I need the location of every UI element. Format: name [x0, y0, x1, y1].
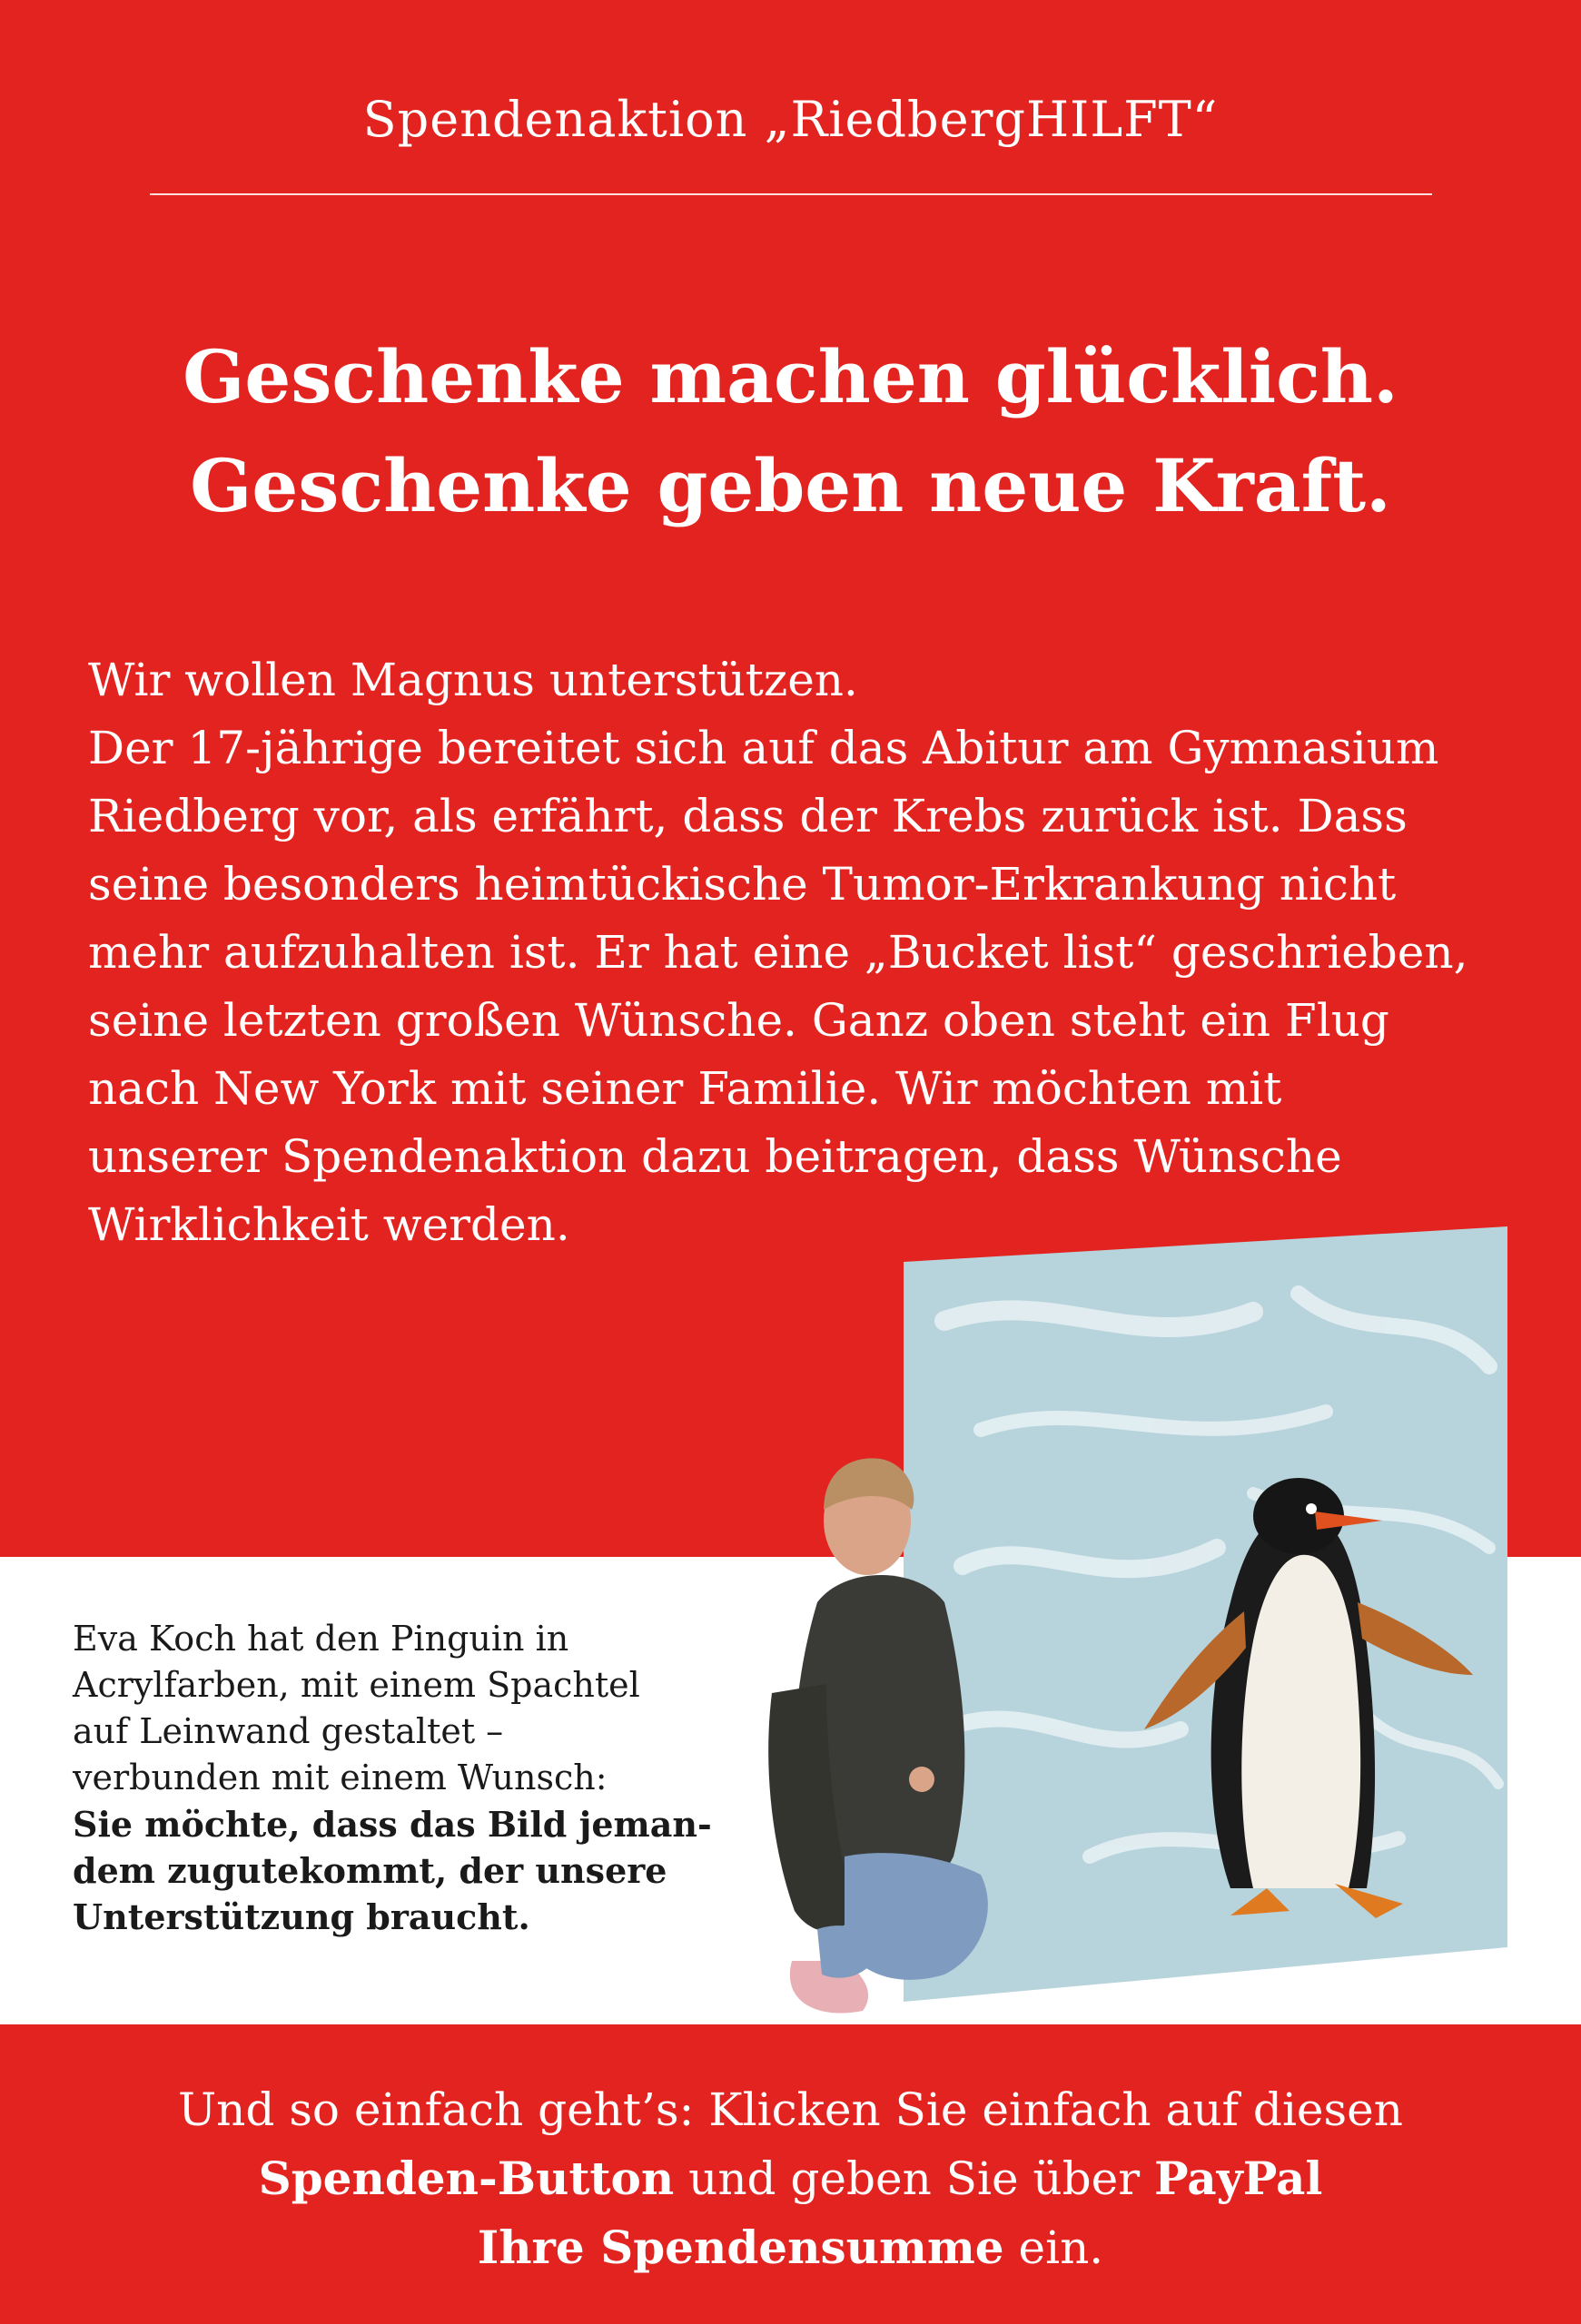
call-to-action [0, 2075, 1581, 2282]
cta-text: und geben Sie über [674, 2152, 1155, 2205]
body-line: Der 17-jährige bereitet sich auf das Abitur am Gymnasium [88, 722, 1439, 774]
caption-line: auf Leinwand gestaltet – [73, 1711, 504, 1751]
cta-line-3 [0, 2213, 1581, 2282]
caption-line: Acrylfarben, mit einem Spachtel [73, 1665, 640, 1705]
cta-text: ein. [1003, 2221, 1104, 2274]
caption-line: verbunden mit einem Wunsch: [73, 1758, 608, 1797]
headline [0, 322, 1581, 540]
caption-bold-line: Unterstützung braucht. [73, 1896, 530, 1937]
cta-line-1: Und so einfach geht’s: Klicken Sie einfach auf diesen [178, 2083, 1403, 2136]
caption-bold-line: dem zugutekommt, der unsere [73, 1850, 667, 1891]
paypal-text: PayPal [1154, 2152, 1323, 2205]
headline-line-2: Geschenke geben neue Kraft. [190, 443, 1391, 528]
penguin-painting-photo [708, 1221, 1526, 2038]
body-line: nach New York mit seiner Familie. Wir möchten mit [88, 1062, 1282, 1115]
canvas [904, 1226, 1507, 2002]
body-line: unserer Spendenaktion dazu beitragen, dass Wünsche [88, 1130, 1342, 1183]
body-line: Riedberg vor, als erfährt, dass der Krebs zurück ist. Dass [88, 790, 1408, 842]
caption-line: Eva Koch hat den Pinguin in [73, 1619, 569, 1659]
spenden-button-text: Spenden-Button [258, 2152, 675, 2205]
body-text [88, 646, 1541, 1259]
divider [150, 193, 1432, 195]
kicker-title: Spendenaktion „RiedbergHILFT“ [362, 91, 1219, 148]
spendensumme-text: Ihre Spendensumme [477, 2221, 1004, 2274]
body-line: seine letzten großen Wünsche. Ganz oben steht ein Flug [88, 994, 1389, 1047]
body-line: mehr aufzuhalten ist. Er hat eine „Bucket list“ geschrieben, [88, 926, 1468, 979]
body-line: Wir wollen Magnus unterstützen. [88, 654, 858, 706]
cta-line-2 [0, 2144, 1581, 2213]
caption-bold-line: Sie möchte, dass das Bild jeman- [73, 1804, 712, 1845]
photo-caption [73, 1616, 712, 1940]
body-line: Wirklichkeit werden. [88, 1198, 570, 1251]
headline-line-1: Geschenke machen glücklich. [183, 334, 1398, 419]
body-line: seine besonders heimtückische Tumor-Erkrankung nicht [88, 858, 1397, 911]
